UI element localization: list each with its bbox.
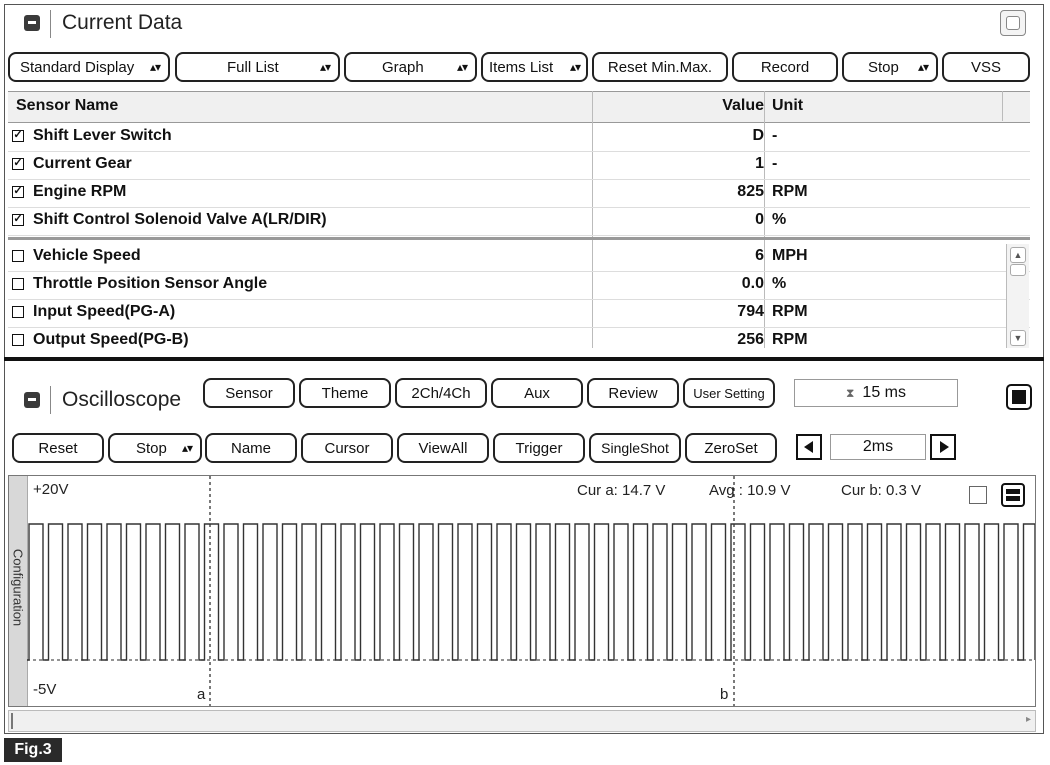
time-readout-box — [794, 379, 958, 407]
square-waveform — [27, 524, 1035, 660]
column-divider — [1002, 91, 1003, 121]
oscilloscope-title: Oscilloscope — [62, 388, 182, 411]
maximize-icon[interactable] — [1000, 10, 1026, 36]
sensor-value: 825 — [737, 183, 764, 200]
aux-button[interactable]: Aux — [491, 378, 583, 408]
stop-label: Stop — [136, 439, 167, 457]
sensor-value: 0.0 — [741, 275, 764, 292]
row-checkbox[interactable] — [12, 306, 24, 318]
sensor-name: Vehicle Speed — [33, 247, 141, 264]
timebase-next-icon[interactable] — [930, 434, 956, 460]
channels-button[interactable]: 2Ch/4Ch — [395, 378, 487, 408]
table-row[interactable] — [8, 243, 1030, 272]
sensor-name: Throttle Position Sensor Angle — [33, 275, 268, 292]
spinner-icon: ▴▾ — [181, 441, 192, 455]
standard-display-select[interactable] — [8, 52, 170, 82]
sensor-unit: % — [772, 275, 787, 292]
reset-button[interactable]: Reset — [12, 433, 104, 463]
overlay-checkbox[interactable] — [969, 486, 987, 504]
row-checkbox[interactable] — [12, 334, 24, 346]
cursor-a-label: a — [197, 686, 206, 703]
sensor-unit: RPM — [772, 303, 808, 320]
sensor-value: 0 — [755, 211, 764, 228]
vss-button[interactable]: VSS — [942, 52, 1030, 82]
table-row[interactable] — [8, 271, 1030, 300]
record-button[interactable]: Record — [732, 52, 838, 82]
table-row[interactable] — [8, 327, 1030, 348]
sensor-value: 1 — [755, 155, 764, 172]
layout-toggle-icon[interactable] — [1001, 483, 1025, 507]
sensor-unit: MPH — [772, 247, 808, 264]
waveform-plot — [27, 476, 1035, 707]
scroll-down-icon[interactable]: ▼ — [1010, 330, 1026, 346]
cursor-button[interactable]: Cursor — [301, 433, 393, 463]
items-list-select[interactable] — [481, 52, 588, 82]
theme-button[interactable]: Theme — [299, 378, 391, 408]
stop-label: Stop — [868, 58, 899, 76]
table-scrollbar[interactable] — [1006, 244, 1029, 348]
sensor-unit: RPM — [772, 183, 808, 200]
table-header — [8, 91, 1030, 123]
sensor-name: Output Speed(PG-B) — [33, 331, 189, 348]
trigger-button[interactable]: Trigger — [493, 433, 585, 463]
time-readout: 15 ms — [862, 384, 906, 401]
average-readout: Avg : 10.9 V — [709, 482, 791, 499]
items-list-label: Items List — [489, 58, 554, 76]
configuration-tab-label: Configuration — [10, 548, 26, 627]
section-divider — [8, 237, 1030, 240]
sensor-name: Current Gear — [33, 155, 132, 172]
figure-label: Fig.3 — [4, 738, 62, 762]
collapse-current-data-icon[interactable] — [24, 15, 40, 31]
column-value[interactable]: Value — [722, 97, 764, 114]
panel-divider[interactable] — [4, 357, 1044, 361]
row-checkbox[interactable] — [12, 278, 24, 290]
record-stop-icon[interactable] — [1006, 384, 1032, 410]
cursor-b-label: b — [720, 686, 729, 703]
sensor-name: Shift Lever Switch — [33, 127, 172, 144]
row-checkbox[interactable]: ✓ — [13, 213, 23, 225]
sensor-value: 256 — [737, 331, 764, 348]
reset-minmax-button[interactable]: Reset Min.Max. — [592, 52, 728, 82]
table-row[interactable] — [8, 207, 1030, 236]
timer-icon: ⧗ — [845, 385, 855, 400]
user-setting-button[interactable]: User Setting — [683, 378, 775, 408]
sensor-button[interactable]: Sensor — [203, 378, 295, 408]
row-checkbox[interactable]: ✓ — [13, 157, 23, 169]
cursor-a-readout: Cur a: 14.7 V — [577, 482, 666, 499]
sensor-unit: - — [772, 155, 778, 172]
sensor-name: Engine RPM — [33, 183, 127, 200]
scroll-up-icon[interactable]: ▲ — [1010, 247, 1026, 263]
graph-select[interactable] — [344, 52, 477, 82]
column-unit[interactable]: Unit — [772, 97, 804, 114]
title-separator — [50, 10, 51, 38]
spinner-icon: ▴▾ — [917, 60, 928, 74]
sensor-value: 794 — [737, 303, 764, 320]
timebase-value: 2ms — [830, 434, 926, 460]
y-axis-bottom-label: -5V — [33, 681, 57, 698]
sensor-unit: RPM — [772, 331, 808, 348]
stop-select-scope[interactable] — [108, 433, 202, 463]
table-row[interactable] — [8, 151, 1030, 180]
sensor-name: Shift Control Solenoid Valve A(LR/DIR) — [33, 211, 327, 228]
stop-select[interactable] — [842, 52, 938, 82]
table-row[interactable] — [8, 123, 1030, 152]
title-separator — [50, 386, 51, 414]
column-sensor-name[interactable]: Sensor Name — [16, 97, 119, 114]
collapse-oscilloscope-icon[interactable] — [24, 392, 40, 408]
row-checkbox[interactable]: ✓ — [13, 129, 23, 141]
row-checkbox[interactable] — [12, 250, 24, 262]
spinner-icon: ▴▾ — [149, 60, 160, 74]
scope-display[interactable] — [8, 475, 1036, 707]
name-button[interactable]: Name — [205, 433, 297, 463]
scroll-thumb[interactable] — [1010, 264, 1026, 276]
configuration-tab[interactable] — [9, 476, 28, 707]
current-data-title: Current Data — [62, 11, 183, 34]
sensor-value: 6 — [755, 247, 764, 264]
spinner-icon: ▴▾ — [569, 60, 580, 74]
spinner-icon: ▴▾ — [319, 60, 330, 74]
sensor-unit: % — [772, 211, 787, 228]
table-row[interactable] — [8, 299, 1030, 328]
single-shot-button[interactable]: SingleShot — [589, 433, 681, 463]
full-list-label: Full List — [227, 58, 279, 76]
sensor-unit: - — [772, 127, 778, 144]
sensor-value: D — [752, 127, 764, 144]
review-button[interactable]: Review — [587, 378, 679, 408]
sensor-name: Input Speed(PG-A) — [33, 303, 176, 320]
full-list-select[interactable] — [175, 52, 340, 82]
scroll-left-handle[interactable] — [11, 713, 13, 729]
table-row[interactable] — [8, 179, 1030, 208]
timebase-prev-icon[interactable] — [796, 434, 822, 460]
graph-label: Graph — [382, 58, 424, 76]
standard-display-label: Standard Display — [20, 58, 135, 76]
scroll-right-icon[interactable]: ▸ — [1025, 714, 1031, 725]
horizontal-scrollbar[interactable] — [8, 710, 1036, 732]
zero-set-button[interactable]: ZeroSet — [685, 433, 777, 463]
cursor-b-readout: Cur b: 0.3 V — [841, 482, 922, 499]
y-axis-top-label: +20V — [33, 481, 69, 498]
row-checkbox[interactable]: ✓ — [13, 185, 23, 197]
spinner-icon: ▴▾ — [456, 60, 467, 74]
view-all-button[interactable]: ViewAll — [397, 433, 489, 463]
